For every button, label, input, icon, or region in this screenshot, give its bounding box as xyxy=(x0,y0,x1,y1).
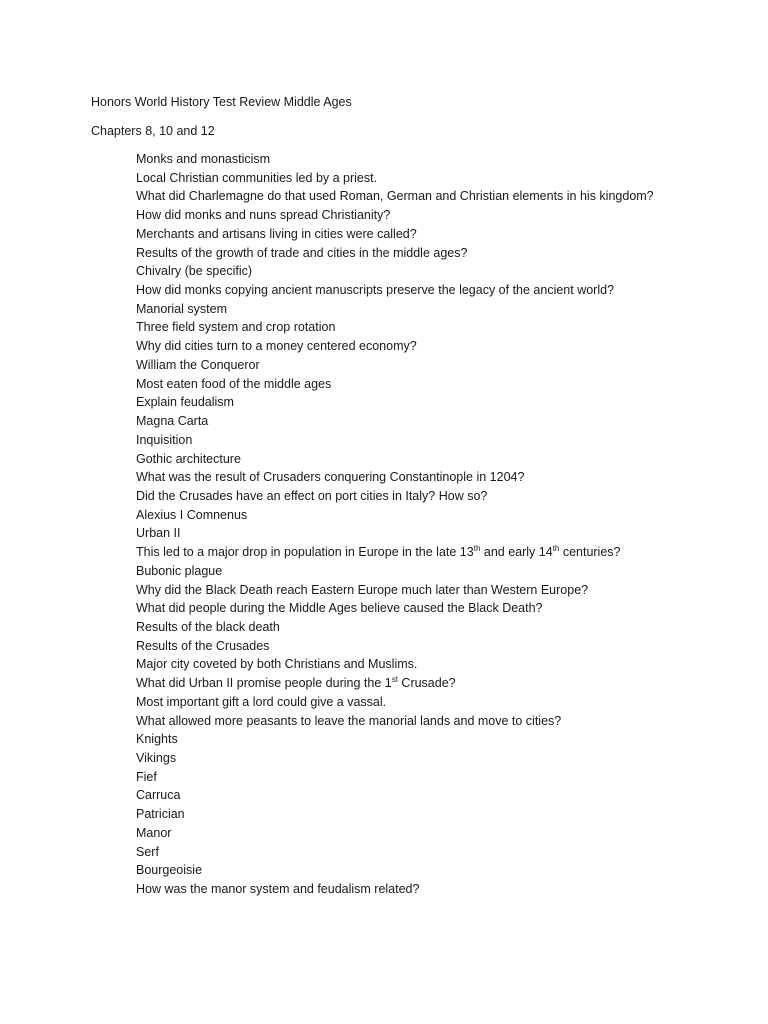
list-item-text: Chivalry (be specific) xyxy=(136,264,253,279)
list-item-text: How was the manor system and feudalism related? xyxy=(136,882,420,897)
list-item-text: Serf xyxy=(136,844,159,859)
list-item-text: How did monks and nuns spread Christianity? xyxy=(136,208,391,223)
list-item-text: Why did the Black Death reach Eastern Europe much later than Western Europe? xyxy=(136,582,589,597)
list-item-text: Patrician xyxy=(136,807,185,822)
list-item-text: Results of the Crusades xyxy=(136,638,270,653)
ordinal-suffix: st xyxy=(391,675,398,685)
text-segment: What did Urban II promise people during the 1 xyxy=(136,676,392,691)
list-item-text: Explain feudalism xyxy=(136,395,234,410)
text-segment: centuries? xyxy=(559,545,621,560)
list-item-text xyxy=(136,674,456,693)
list-item-text: Why did cities turn to a money centered economy? xyxy=(136,339,417,354)
list-item-text: Results of the growth of trade and cities in the middle ages? xyxy=(136,245,468,260)
text-segment: This led to a major drop in population in Europe in the late 13 xyxy=(136,545,474,560)
list-item-text: Manor xyxy=(136,825,172,840)
list-item-text: William the Conqueror xyxy=(136,357,260,372)
list-item-text: Results of the black death xyxy=(136,619,280,634)
list-item-text: What did people during the Middle Ages believe caused the Black Death? xyxy=(136,601,543,616)
text-segment: and early 14 xyxy=(480,545,553,560)
list-item-text: Three field system and crop rotation xyxy=(136,320,336,335)
ordinal-suffix: th xyxy=(552,544,560,554)
list-item-text: Urban II xyxy=(136,526,181,541)
list-item-text: Did the Crusades have an effect on port cities in Italy? How so? xyxy=(136,488,488,503)
list-item-text: What allowed more peasants to leave the manorial lands and move to cities? xyxy=(136,713,562,728)
list-item-text: Major city coveted by both Christians and Muslims. xyxy=(136,657,418,672)
document-subtitle: Chapters 8, 10 and 12 xyxy=(91,124,215,138)
list-item-text: Carruca xyxy=(136,788,181,803)
list-item-text: How did monks copying ancient manuscripts preserve the legacy of the ancient world? xyxy=(136,283,615,298)
list-item-text: Magna Carta xyxy=(136,414,209,429)
list-item-text: Vikings xyxy=(136,751,177,765)
list-item-text: Alexius I Comnenus xyxy=(136,507,248,522)
list-item-text: Most eaten food of the middle ages xyxy=(136,376,332,391)
list-item-text: Bourgeoisie xyxy=(136,863,203,878)
list-item-text: Bubonic plague xyxy=(136,563,223,578)
list-item-text xyxy=(136,543,621,562)
list-item-text: What was the result of Crusaders conquering Constantinople in 1204? xyxy=(136,470,525,485)
list-item-text: Fief xyxy=(136,769,157,784)
list-item-text: Monks and monasticism xyxy=(136,152,271,166)
list-item-text: Inquisition xyxy=(136,432,193,447)
ordinal-suffix: th xyxy=(473,544,481,554)
list-item-text: What did Charlemagne do that used Roman, German and Christian elements in his kingdom? xyxy=(136,189,654,204)
list-item-text: Knights xyxy=(136,732,178,747)
list-item-text: Gothic architecture xyxy=(136,451,241,466)
list-item-text: Most important gift a lord could give a vassal. xyxy=(136,694,387,709)
list-item-text: Merchants and artisans living in cities were called? xyxy=(136,226,417,241)
document-title: Honors World History Test Review Middle Ages xyxy=(91,95,352,109)
list-item-text: Local Christian communities led by a priest. xyxy=(136,170,378,185)
text-segment: Crusade? xyxy=(397,676,456,691)
list-item-text: Manorial system xyxy=(136,301,227,316)
